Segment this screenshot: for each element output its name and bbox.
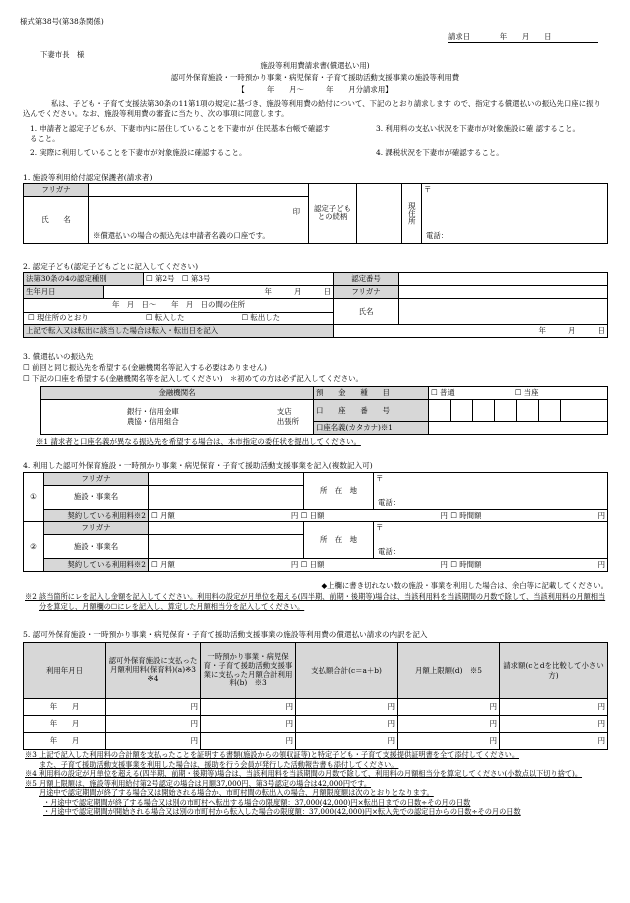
birth-field[interactable]: 年 月 日: [104, 286, 334, 299]
child-furigana-field[interactable]: [399, 286, 608, 299]
row1-c[interactable]: 円: [296, 699, 398, 716]
bank-name-field[interactable]: [41, 400, 314, 435]
account-number-label: 口 座 番 号: [314, 400, 429, 422]
consent-item-4: 4. 課税状況を下妻市が確認すること。: [376, 148, 504, 157]
facility-1-fee-field[interactable]: [149, 509, 608, 522]
facility-1-phone: 電話：: [378, 498, 401, 507]
form-number: 様式第38号(第38条関係): [20, 17, 104, 26]
guardian-table: [23, 183, 608, 244]
address-field[interactable]: [422, 184, 608, 244]
footnote-3b: また、子育て援助活動支援事業を利用した場合は、援助を行う会員が発行した活動報告書も添付してください。: [39, 759, 399, 769]
same-address-checkbox[interactable]: ☐ 現住所のとおり: [28, 313, 89, 323]
row3-b[interactable]: 円: [201, 733, 296, 750]
row2-c[interactable]: 円: [296, 716, 398, 733]
acct-digit-1[interactable]: [429, 400, 451, 422]
table-row: [24, 733, 608, 750]
footnote-5a: ※5 月額上限額は、施設等利用給付第2号認定の場合は月額37,000円、第3号認定の場合は42,000円です。: [25, 778, 372, 788]
branch-label: 支店: [276, 407, 292, 417]
moving-date-label: 上記で転入又は転出に該当した場合は転入・転出日を記入: [24, 325, 334, 338]
consent-item-2: 2. 実際に利用していることを下妻市が対象施設に確認すること。: [30, 148, 247, 157]
sub-branch-label: 出張所: [276, 417, 299, 426]
account-note: ※償還払いの場合の振込先は申請者名義の口座です。: [93, 231, 270, 240]
cert-type[interactable]: [144, 273, 334, 286]
child-name-field[interactable]: [399, 299, 608, 325]
bank-name-label: 金融機関名: [41, 387, 314, 400]
facility-2-furigana-field[interactable]: [149, 522, 304, 535]
facility-1-fee-label: 契約している利用料※2: [44, 509, 149, 522]
facility-1-daily[interactable]: 円 ☐ 日額: [290, 510, 325, 520]
facility-1-hourly[interactable]: 円 ☐ 時間額: [440, 510, 482, 520]
table-row: [24, 716, 608, 733]
footnote-3a: ※3 上記で記入した利用料の合計額を支払ったことを証明する書類(施設からの領収証等)と特定子ども・子育て支援提供証明書を全て添付してください。: [25, 750, 520, 759]
row1-b[interactable]: 円: [201, 699, 296, 716]
child-name-label: 氏名: [334, 299, 399, 325]
name-field[interactable]: [89, 196, 309, 243]
type3-checkbox[interactable]: ☐ 第3号: [181, 274, 211, 284]
facility-2-daily[interactable]: 円 ☐ 日額: [290, 559, 325, 569]
acct-digit-6[interactable]: [539, 400, 561, 422]
account-holder-label: 口座名義(カタカナ)※1: [314, 422, 429, 435]
request-date: 請求日 年 月 日: [448, 32, 598, 43]
facility-2-location-label: 所 在 地: [304, 522, 374, 559]
moving-date-field[interactable]: 年 月 日: [334, 325, 608, 338]
row2-date[interactable]: 年 月: [24, 716, 106, 733]
name-label: 氏 名: [24, 196, 89, 243]
facility-2-postal: 〒: [376, 523, 384, 533]
facility-1-name-field[interactable]: [149, 485, 304, 509]
row1-claim[interactable]: 円: [500, 699, 608, 716]
section1-title: 1. 施設等利用給付認定保護者(請求者): [23, 173, 153, 182]
facility-2-monthly[interactable]: ☐ 月額: [151, 559, 175, 569]
facility-1-furigana-label: フリガナ: [44, 473, 149, 486]
acct-digit-5[interactable]: [517, 400, 539, 422]
cert-number-field[interactable]: [399, 273, 608, 286]
section2-title: 2. 認定子ども(認定子どもごとに記入してください): [23, 262, 199, 271]
row2-claim[interactable]: 円: [500, 716, 608, 733]
type2-checkbox[interactable]: ☐ 第2号: [146, 274, 175, 284]
facility-2-furigana-label: フリガナ: [44, 522, 149, 535]
acct-digit-3[interactable]: [473, 400, 495, 422]
table-row: [24, 699, 608, 716]
relationship-field[interactable]: [357, 184, 402, 244]
addressee: 下妻市長 様: [40, 50, 85, 59]
row2-a[interactable]: 円: [106, 716, 201, 733]
facility-2-phone: 電話：: [378, 547, 401, 557]
row1-d[interactable]: 円: [398, 699, 500, 716]
consent-item-1: 1. 申請者と認定子どもが、下妻市内に居住していることを下妻市が 住民基本台帳で確認すること。: [30, 124, 330, 143]
consent-item-3: 3. 利用料の支払い状況を下妻市が対象施設に確 認すること。: [376, 124, 580, 133]
section3-title: 3. 償還払いの振込先: [23, 352, 94, 361]
facility-1-location-label: 所 在 地: [304, 473, 374, 510]
facility-2-number: ②: [24, 522, 44, 571]
postal-mark: 〒: [424, 185, 432, 194]
facility-1-monthly[interactable]: ☐ 月額: [151, 510, 175, 520]
facility-2-hourly[interactable]: 円 ☐ 時間額: [440, 559, 482, 569]
deposit-type-field[interactable]: [429, 387, 608, 400]
col-total-c: 支払額合計(c＝a＋b): [296, 643, 398, 699]
cert-number-label: 認定番号: [334, 273, 399, 286]
acct-digit-4[interactable]: [495, 400, 517, 422]
period-title: 【 年 月～ 年 月分請求用】: [237, 85, 393, 94]
facility-2-name-field[interactable]: [149, 534, 304, 558]
col-fee-a: 認可外保育施設に支払った月額利用料(保育料)(a)※3 ※4: [106, 643, 201, 699]
residence-cell: [24, 299, 334, 325]
acct-digit-7[interactable]: [561, 400, 608, 422]
row3-date[interactable]: 年 月: [24, 733, 106, 750]
row1-a[interactable]: 円: [106, 699, 201, 716]
intro-paragraph: 私は、子ども・子育て支援法第30条の11第1項の規定に基づき、施設等利用費の給付について、下記のとおり請求します ので、指定する償還払いの振込先口座に振り込んでください。なお、施設等利用費の審査に当たり、次の事項に同意します。: [23, 99, 601, 118]
seal-mark: 印: [292, 206, 300, 216]
law-label: 法第30条の4の認定種別: [24, 273, 144, 286]
residence-options: [24, 313, 284, 323]
same-account-option[interactable]: ☐ 前回と同じ振込先を希望する(金融機関名等記入する必要はありません): [23, 363, 267, 372]
row3-claim[interactable]: 円: [500, 733, 608, 750]
row2-b[interactable]: 円: [201, 716, 296, 733]
facility-1-yen: 円: [597, 510, 605, 520]
row2-d[interactable]: 円: [398, 716, 500, 733]
ordinary-checkbox[interactable]: ☐ 普通: [431, 388, 455, 398]
footnote-2: ※2 該当箇所にレを記入し金額を記入してください。利用料の設定が月単位を超える(四半期、前期・後期等)場合は、当該利用料を当該期間の月数で除して、当該利用料の月額相当分を算定し、月額欄の☐にレを記入し、算定した月額相当分を記入してください。: [25, 592, 606, 611]
address-label: 現住所: [402, 184, 422, 244]
facility-1-furigana-field[interactable]: [149, 473, 304, 486]
bank-type-2: 農協・信用組合: [127, 417, 179, 426]
facility-2-yen: 円: [597, 559, 605, 569]
child-table: [23, 272, 608, 338]
child-furigana-label: フリガナ: [334, 286, 399, 299]
facility-2-fee-field[interactable]: [149, 558, 608, 571]
row3-c[interactable]: 円: [296, 733, 398, 750]
footnote-5d: ・月途中で認定期間が開始される場合又は別の市町村から転入した場合の限度額：37,000(42,000)円×転入先での認定日からの日数÷その月の日数: [43, 807, 521, 816]
facility-table: [23, 472, 608, 572]
section5-footnotes: [25, 750, 608, 817]
phone-label: 電話：: [426, 231, 449, 240]
relationship-label: 認定子どもとの続柄: [309, 184, 357, 244]
section5-title: 5. 認可外保育施設・一時預かり事業・病児保育・子育て援助活動支援事業の施設等利用費の償還払い請求の内訳を記入: [23, 630, 428, 639]
col-claim: 請求額(cとdを比較して小さい方): [500, 643, 608, 699]
residence-period: 年 月 日～ 年 月 日の間の住所: [24, 300, 333, 313]
footnote-5b: 月途中で認定期間が終了する場合又は開始される場合か、市町村間の転出入の場合、月額限度額は次のとおりとなります。: [39, 788, 434, 797]
deposit-type-label: 預 金 種 目: [314, 387, 429, 400]
facility-1-location-field[interactable]: [374, 473, 608, 510]
bank-type-1: 銀行・信用金庫: [127, 407, 179, 417]
facility-2-fee-label: 契約している利用料※2: [44, 558, 149, 571]
facility-1-postal: 〒: [376, 474, 384, 483]
row1-date[interactable]: 年 月: [24, 699, 106, 716]
col-limit-d: 月額上限額(d) ※5: [398, 643, 500, 699]
row3-d[interactable]: 円: [398, 733, 500, 750]
moved-in-checkbox[interactable]: ☐ 転入した: [145, 313, 185, 323]
form-title: 施設等利用費請求書(償還払い用): [260, 61, 370, 70]
furigana-field[interactable]: [89, 184, 309, 197]
footnote-4: ※4 利用料の設定が月単位を超える(四半期、前期・後期等)場合は、当該利用料を当該期間の月数で除して、利用料の月額相当分を算定してください(小数点以下切り捨て)。: [25, 769, 583, 778]
overflow-note: ◆上欄に書き切れない数の施設・事業を利用した場合は、余白等に記載してください。: [321, 581, 608, 590]
current-checkbox[interactable]: ☐ 当座: [514, 388, 539, 398]
row3-a[interactable]: 円: [106, 733, 201, 750]
account-holder-field[interactable]: [429, 422, 608, 435]
facility-2-name-label: 施設・事業名: [44, 534, 149, 558]
acct-digit-2[interactable]: [451, 400, 473, 422]
new-account-option[interactable]: ☐ 下記の口座を希望する(金融機関名等を記入してください) ＊初めての方は必ず記入してください。: [23, 374, 363, 383]
col-date: 利用年月日: [24, 643, 106, 699]
bank-table: [40, 386, 608, 435]
form-subtitle: 認可外保育施設・一時預かり事業・病児保育・子育て援助活動支援事業の施設等利用費: [170, 73, 460, 82]
footnote-5c: ・月途中で認定期間が終了する場合又は別の市町村へ転出する場合の限度額：37,000(42,000)円×転出日までの日数÷その月の日数: [43, 797, 471, 807]
section4-title: 4. 利用した認可外保育施設・一時預かり事業・病児保育・子育て援助活動支援事業を記入(複数記入可): [23, 461, 373, 470]
birth-label: 生年月日: [24, 286, 104, 299]
claim-table: [23, 642, 608, 750]
moved-out-checkbox[interactable]: ☐ 転出した: [241, 313, 280, 323]
facility-2-location-field[interactable]: [374, 522, 608, 559]
col-fee-b: 一時預かり事業・病児保育・子育て援助活動支援事業に支払った月額合計利用料(b) ※3: [201, 643, 296, 699]
facility-1-number: ①: [24, 473, 44, 522]
facility-1-name-label: 施設・事業名: [44, 485, 149, 509]
footnote-1: ※1 請求者と口座名義が異なる振込先を希望する場合は、本市指定の委任状を提出してください。: [36, 437, 361, 446]
furigana-label: フリガナ: [24, 184, 89, 197]
